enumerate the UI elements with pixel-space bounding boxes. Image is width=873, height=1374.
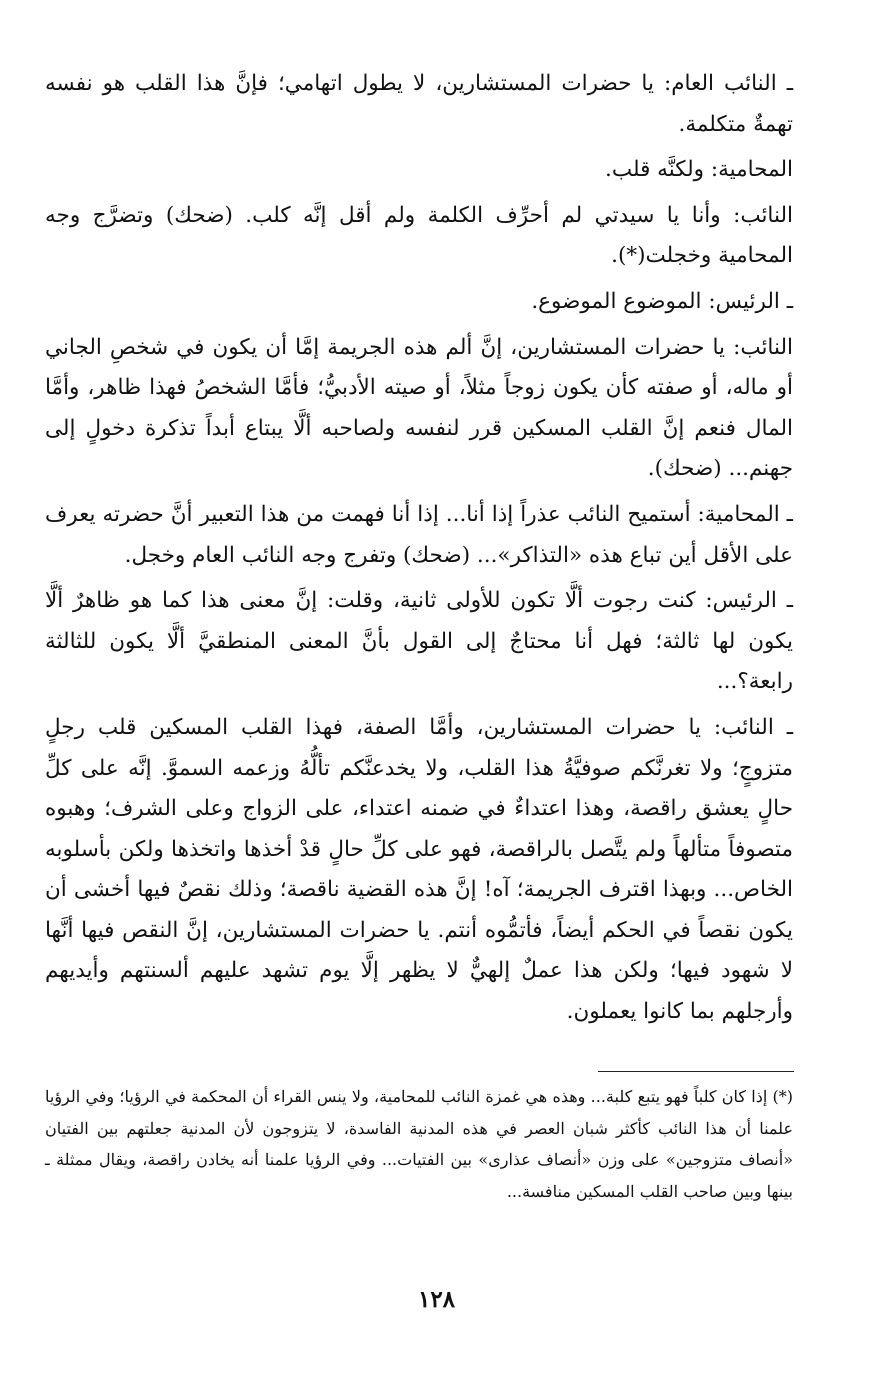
- page-number: ١٢٨: [417, 1286, 456, 1313]
- paragraph-prosecutor-opening: ـ النائب العام: يا حضرات المستشارين، لا يطول اتهامي؛ فإنَّ هذا القلب هو نفسه تهمةٌ متكلمة.: [45, 71, 793, 137]
- paragraph-prosecutor-attribute: ـ النائب: يا حضرات المستشارين، وأمَّا الصفة، فهذا القلب المسكين قلب رجلٍ متزوجٍ؛ ولا تغرنَّكم صوفيَّةُ هذا القلب، ولا يخدعنَّكم تألُّهُ وزعمه السموَّ. إنَّه على كلِّ حالٍ يعشق راقصة، وهذا اعتداءٌ في ضمنه اعتداء، على الزواج وعلى الشرف؛ وهبوه متصوفاً متألهاً ولم يتَّصل بالراقصة، فهو على كلِّ حالٍ قدْ أخذها واتخذها ولكن بأسلوبه الخاص... وبهذا اقترف الجريمة؛ آه! إنَّ هذه القضية ناقصة؛ وذلك نقصٌ فيها أخشى أن يكون نقصاً في الحكم أيضاً، فأتمُّوه أنتم. يا حضرات المستشارين، إنَّ النقص فيها أنَّها لا شهود فيها؛ ولكن هذا عملٌ إلهيٌّ لا يظهر إلَّا يوم تشهد عليهم ألسنتهم وأيديهم وأرجلهم بما كانوا يعملون.: [45, 714, 793, 1025]
- paragraph-lawyer-tickets: ـ المحامية: أستميح النائب عذراً إذا أنا... إذا أنا فهمت من هذا التعبير أنَّ حضرته يعرف على الأقل أين تباع هذه «التذاكر»... (ضحك) وتفرج وجه النائب العام وخجل.: [45, 501, 793, 568]
- paragraph-lawyer-reply: المحامية: ولكنَّه قلب.: [605, 157, 793, 183]
- main-text: [45, 64, 793, 1033]
- footnote-text: (*) إذا كان كلباً فهو يتبع كلبة... وهذه هي غمزة النائب للمحامية، ولا ينس القراء أن المحكمة في الرؤيا؛ وفي الرؤيا علمنا أن هذا النائب كأكثر شبان العصر في هذه المدنية الفاسدة، لا يتزوجون لأن المدنية جعلتهم بين الفتيان «أنصاف متزوجين» على وزن «أنصاف عذارى» بين الفتيات... وفي الرؤيا علمنا أنه يخادن راقصة، ويقال ممثلة ـ بينها وبين صاحب القلب المسكين منافسة...: [45, 1087, 793, 1201]
- footnote-divider: [598, 1071, 794, 1072]
- paragraph-president-topic: ـ الرئيس: الموضوع الموضوع.: [531, 288, 793, 314]
- paragraph-prosecutor-dog: النائب: وأنا يا سيدتي لم أحرِّف الكلمة ولم أقل إنَّه كلب. (ضحك) وتضرَّج وجه المحامية وخجلت(*).: [45, 202, 793, 269]
- footnote-section: [45, 1081, 793, 1207]
- paragraph-president-warning: ـ الرئيس: كنت رجوت ألَّا تكون للأولى ثانية، وقلت: إنَّ معنى هذا كما هو ظاهرٌ ألَّا يكون لها ثالثة؛ فهل أنا محتاجٌ إلى القول بأنَّ المعنى المنطقيَّ ألَّا يكون للثالثة رابعة؟...: [45, 588, 793, 695]
- paragraph-prosecutor-crime: النائب: يا حضرات المستشارين، إنَّ ألم هذه الجريمة إمَّا أن يكون في شخصِ الجاني أو ماله، أو صفته كأن يكون زوجاً مثلاً، أو صيته الأدبيُّ؛ فأمَّا الشخصُ فهذا ظاهر، وأمَّا المال فنعم إنَّ القلب المسكين قرر لنفسه ولصاحبه ألَّا يبتاع أبداً تذكرة دخولٍ إلى جهنم... (ضحك).: [45, 334, 793, 482]
